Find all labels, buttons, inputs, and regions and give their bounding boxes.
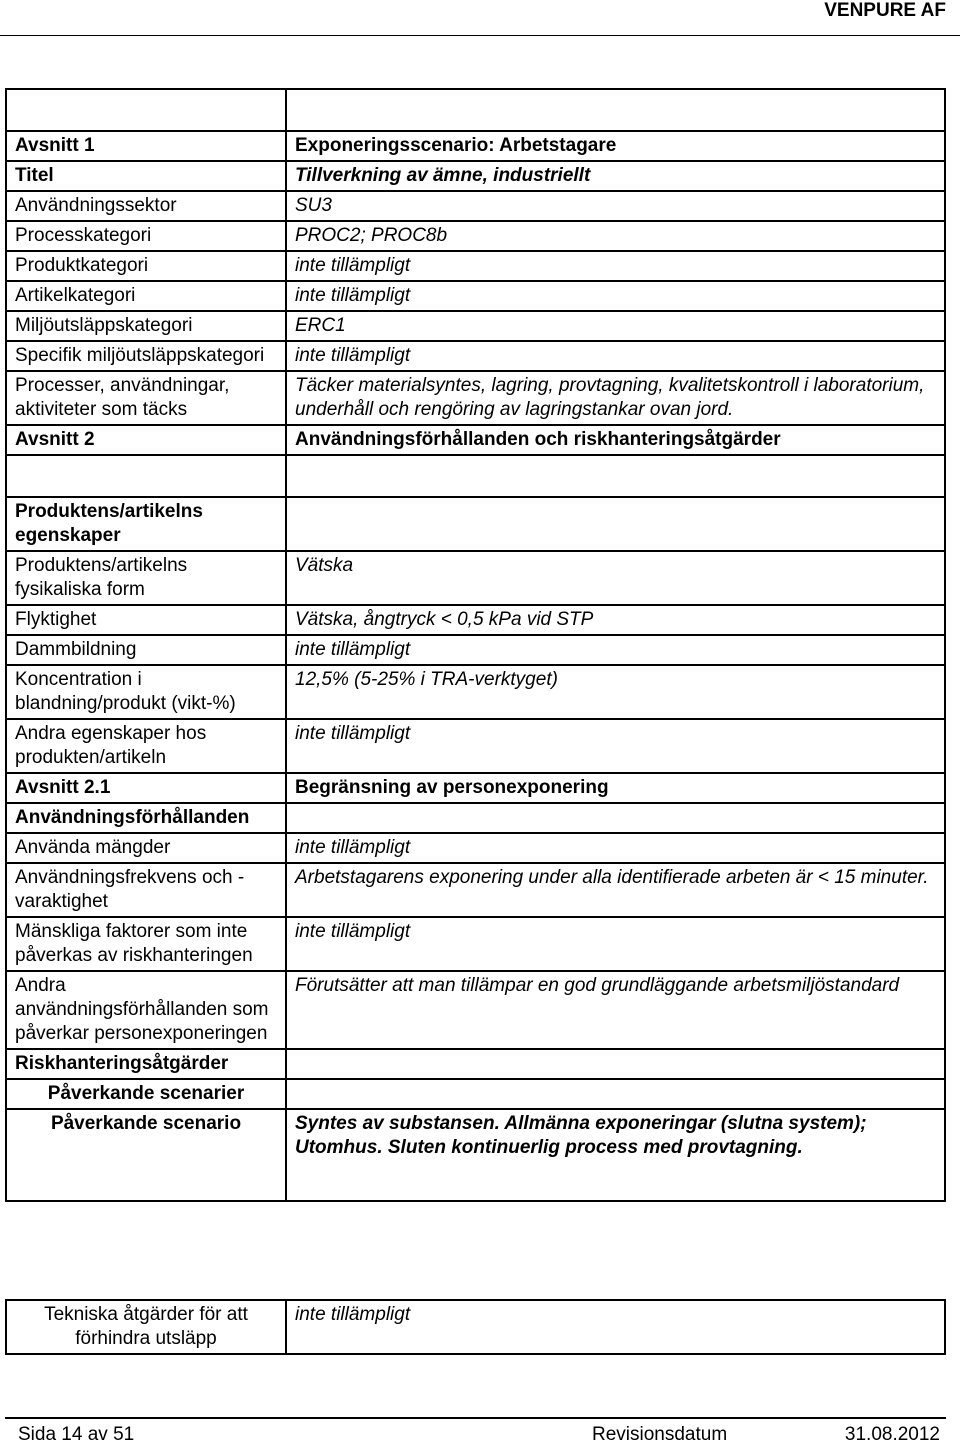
row-value: inte tillämpligt [286, 281, 945, 311]
table-row [6, 251, 945, 281]
table-row [6, 971, 945, 1049]
page-header [0, 0, 960, 22]
table-row [6, 371, 945, 425]
table-row [6, 191, 945, 221]
scenario-row [6, 1109, 945, 1201]
table-row [6, 311, 945, 341]
technical-value: inte tillämpligt [286, 1300, 945, 1354]
row-value: inte tillämpligt [286, 251, 945, 281]
row-value: inte tillämpligt [286, 635, 945, 665]
properties-heading: Produktens/artikelns egenskaper [6, 497, 286, 551]
revision-label: Revisionsdatum [592, 1424, 728, 1445]
table-row [6, 665, 945, 719]
row-label: Miljöutsläppskategori [6, 311, 286, 341]
row-value: PROC2; PROC8b [286, 221, 945, 251]
page-footer [5, 1417, 946, 1445]
row-label: Användningssektor [6, 191, 286, 221]
table-top-spacer [6, 89, 945, 131]
conditions-heading: Användningsförhållanden [6, 803, 286, 833]
row-label: Artikelkategori [6, 281, 286, 311]
table-row [6, 551, 945, 605]
row-value: Vätska, ångtryck < 0,5 kPa vid STP [286, 605, 945, 635]
row-label: Mänskliga faktorer som inte påverkas av riskhanteringen [6, 917, 286, 971]
row-label: Produktkategori [6, 251, 286, 281]
header-rule [0, 35, 960, 36]
row-value: inte tillämpligt [286, 719, 945, 773]
table-row [6, 281, 945, 311]
table-row [6, 833, 945, 863]
table-row [6, 635, 945, 665]
technical-label: Tekniska åtgärder för att förhindra utsläpp [6, 1300, 286, 1354]
measures-heading: Riskhanteringsåtgärder [6, 1049, 286, 1079]
row-label: Andra egenskaper hos produkten/artikeln [6, 719, 286, 773]
table-row [6, 863, 945, 917]
row-value: 12,5% (5-25% i TRA-verktyget) [286, 665, 945, 719]
row-value-title: Tillverkning av ämne, industriellt [286, 161, 945, 191]
row-label: Flyktighet [6, 605, 286, 635]
section1-heading-right: Exponeringsscenario: Arbetstagare [286, 131, 945, 161]
section21-heading-left: Avsnitt 2.1 [6, 773, 286, 803]
table-row [6, 1300, 945, 1354]
row-label: Koncentration i blandning/produkt (vikt-%) [6, 665, 286, 719]
exposure-scenario-table [5, 88, 946, 1202]
row-label: Användningsfrekvens och -varaktighet [6, 863, 286, 917]
technical-measures-table [5, 1299, 946, 1355]
row-label: Använda mängder [6, 833, 286, 863]
row-label: Andra användningsförhållanden som påverkar personexponeringen [6, 971, 286, 1049]
row-label: Dammbildning [6, 635, 286, 665]
row-value: inte tillämpligt [286, 833, 945, 863]
row-label: Produktens/artikelns fysikaliska form [6, 551, 286, 605]
conditions-heading-row [6, 803, 945, 833]
table-row [6, 917, 945, 971]
row-label: Processkategori [6, 221, 286, 251]
section1-heading-left: Avsnitt 1 [6, 131, 286, 161]
measures-heading-row [6, 1049, 945, 1079]
table-row [6, 341, 945, 371]
row-value: ERC1 [286, 311, 945, 341]
section1-heading-row [6, 131, 945, 161]
section-spacer [6, 455, 945, 497]
scenario-value: Syntes av substansen. Allmänna exponeringar (slutna system); Utomhus. Sluten kontinuerlig process med provtagning. [286, 1109, 945, 1201]
row-label: Processer, användningar, aktiviteter som täcks [6, 371, 286, 425]
row-value: Vätska [286, 551, 945, 605]
properties-heading-row [6, 497, 945, 551]
section21-heading-right: Begränsning av personexponering [286, 773, 945, 803]
scenarios-heading: Påverkande scenarier [6, 1079, 286, 1109]
table-row [6, 161, 945, 191]
row-value: Täcker materialsyntes, lagring, provtagning, kvalitetskontroll i laboratorium, underhåll och rengöring av lagringstankar ovan jord. [286, 371, 945, 425]
row-value: Arbetstagarens exponering under alla identifierade arbeten är < 15 minuter. [286, 863, 945, 917]
table-row [6, 605, 945, 635]
section2-heading-row [6, 425, 945, 455]
row-label: Specifik miljöutsläppskategori [6, 341, 286, 371]
row-value: inte tillämpligt [286, 341, 945, 371]
section2-heading-left: Avsnitt 2 [6, 425, 286, 455]
table-row [6, 221, 945, 251]
row-value: SU3 [286, 191, 945, 221]
scenario-label: Påverkande scenario [6, 1109, 286, 1201]
page-number: Sida 14 av 51 [18, 1424, 135, 1445]
row-value: inte tillämpligt [286, 917, 945, 971]
revision-date: 31.08.2012 [844, 1424, 940, 1445]
table-row [6, 719, 945, 773]
scenarios-heading-row [6, 1079, 945, 1109]
company-name: VENPURE AF [824, 0, 946, 21]
section21-heading-row [6, 773, 945, 803]
row-value: Förutsätter att man tillämpar en god grundläggande arbetsmiljöstandard [286, 971, 945, 1049]
row-label-title: Titel [6, 161, 286, 191]
section2-heading-right: Användningsförhållanden och riskhanteringsåtgärder [286, 425, 945, 455]
